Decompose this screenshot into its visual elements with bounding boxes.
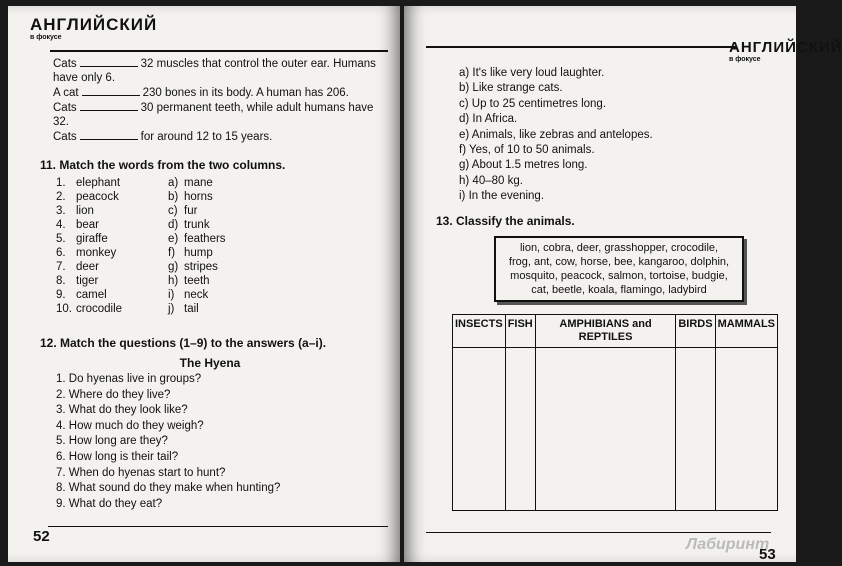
fill-lead: 32. bbox=[53, 116, 69, 128]
exercise-12-title: 12. Match the questions (1–9) to the answers (a–i). bbox=[40, 336, 327, 350]
match-row bbox=[56, 204, 356, 218]
answer-item: b) Like strange cats. bbox=[459, 82, 563, 95]
item-word: teeth bbox=[184, 275, 210, 287]
header-rule bbox=[50, 50, 388, 52]
match-left-item bbox=[56, 176, 168, 190]
answer-blank bbox=[80, 100, 138, 111]
answer-item: d) In Africa. bbox=[459, 113, 518, 126]
item-number: 8. bbox=[56, 275, 66, 287]
match-left-item bbox=[56, 204, 168, 218]
match-left-item bbox=[56, 232, 168, 246]
column-cell bbox=[715, 348, 777, 511]
exercise-12-subtitle: The Hyena bbox=[179, 356, 241, 370]
publisher-logo bbox=[30, 16, 157, 41]
item-word: tiger bbox=[76, 275, 99, 287]
question-item: 1. Do hyenas live in groups? bbox=[56, 373, 202, 385]
fill-rest: for around 12 to 15 years. bbox=[140, 131, 273, 143]
match-right-item bbox=[168, 204, 197, 218]
item-letter: a) bbox=[168, 177, 179, 189]
column-header: FISH bbox=[505, 315, 535, 348]
animal-word-box bbox=[494, 236, 744, 302]
logo-subtitle: в фокусе bbox=[30, 34, 62, 41]
answer-item: a) It's like very loud laughter. bbox=[459, 67, 605, 79]
question-item: 6. How long is their tail? bbox=[56, 450, 179, 463]
question-item: 9. What do they eat? bbox=[56, 497, 163, 510]
item-letter: e) bbox=[168, 233, 179, 245]
fill-line bbox=[53, 85, 393, 100]
fill-line bbox=[53, 71, 393, 85]
item-word: horns bbox=[184, 191, 213, 203]
item-number: 3. bbox=[56, 205, 66, 217]
question-item: 7. When do hyenas start to hunt? bbox=[56, 466, 226, 479]
match-right-item bbox=[168, 288, 208, 302]
match-row bbox=[56, 190, 356, 204]
answer-item: f) Yes, of 10 to 50 animals. bbox=[459, 144, 595, 157]
item-word: mane bbox=[184, 177, 213, 189]
item-letter: h) bbox=[168, 275, 179, 287]
fill-lead: A cat bbox=[53, 87, 79, 99]
item-letter: c) bbox=[168, 205, 178, 217]
item-number: 6. bbox=[56, 247, 66, 259]
column-header: INSECTS bbox=[453, 315, 506, 348]
item-word: peacock bbox=[76, 191, 119, 203]
item-word: crocodile bbox=[76, 303, 123, 315]
column-cell bbox=[505, 348, 535, 511]
answer-item: i) In the evening. bbox=[459, 190, 545, 203]
column-header: BIRDS bbox=[676, 315, 715, 348]
match-left-item bbox=[56, 260, 168, 274]
match-right-item bbox=[168, 190, 213, 204]
column-header: AMPHIBIANS and REPTILES bbox=[535, 315, 676, 348]
question-item: 3. What do they look like? bbox=[56, 404, 188, 417]
left-page bbox=[8, 6, 400, 562]
item-number: 9. bbox=[56, 289, 66, 301]
answer-blank bbox=[80, 56, 138, 67]
fill-line bbox=[53, 100, 393, 115]
item-letter: b) bbox=[168, 191, 179, 203]
item-letter: d) bbox=[168, 219, 179, 231]
item-word: stripes bbox=[184, 261, 218, 273]
match-row bbox=[56, 176, 356, 190]
match-left-item bbox=[56, 288, 168, 302]
question-item: 2. Where do they live? bbox=[56, 388, 171, 401]
column-cell bbox=[453, 348, 506, 511]
classify-table bbox=[452, 314, 778, 511]
publisher-logo-right bbox=[729, 40, 842, 63]
question-item: 5. How long are they? bbox=[56, 435, 168, 448]
fill-lead: Cats bbox=[53, 102, 77, 114]
match-right-item bbox=[168, 176, 213, 190]
match-left-item bbox=[56, 274, 168, 288]
column-header: MAMMALS bbox=[715, 315, 777, 348]
item-word: giraffe bbox=[76, 233, 108, 245]
answer-item: g) About 1.5 metres long. bbox=[459, 159, 588, 172]
item-letter: f) bbox=[168, 247, 176, 259]
item-word: hump bbox=[184, 247, 213, 259]
match-right-item bbox=[168, 302, 199, 316]
answer-item: c) Up to 25 centimetres long. bbox=[459, 97, 607, 110]
match-row bbox=[56, 246, 356, 260]
item-word: tail bbox=[184, 303, 199, 315]
item-word: fur bbox=[184, 205, 198, 217]
match-row bbox=[56, 232, 356, 246]
match-left-item bbox=[56, 302, 168, 316]
item-number: 5. bbox=[56, 233, 66, 245]
exercise-12-questions bbox=[56, 372, 376, 512]
item-word: neck bbox=[184, 289, 209, 301]
match-left-item bbox=[56, 190, 168, 204]
fill-line bbox=[53, 115, 393, 129]
answer-item: e) Animals, like zebras and antelopes. bbox=[459, 128, 653, 141]
match-row bbox=[56, 274, 356, 288]
item-word: deer bbox=[76, 261, 100, 273]
match-left-item bbox=[56, 218, 168, 232]
footer-rule-right bbox=[426, 532, 771, 533]
fill-lead: Cats bbox=[53, 131, 77, 143]
question-item: 8. What sound do they make when hunting? bbox=[56, 482, 281, 495]
item-word: lion bbox=[76, 205, 94, 217]
answer-blank bbox=[82, 85, 140, 96]
match-right-item bbox=[168, 232, 226, 246]
animal-line: cat, beetle, koala, flamingo, ladybird bbox=[531, 284, 707, 296]
fill-lead: have only 6. bbox=[53, 72, 116, 84]
right-page bbox=[404, 6, 842, 563]
match-right-item bbox=[168, 218, 210, 232]
watermark: Лабиринт bbox=[686, 536, 770, 553]
match-right-item bbox=[168, 274, 210, 288]
item-number: 1. bbox=[56, 177, 66, 189]
footer-rule bbox=[48, 526, 388, 527]
answer-item: h) 40–80 kg. bbox=[459, 174, 523, 187]
hyena-answers bbox=[459, 66, 779, 205]
item-word: trunk bbox=[184, 219, 210, 231]
item-word: camel bbox=[76, 289, 107, 301]
fill-rest: 230 bones in its body. A human has 206. bbox=[142, 87, 349, 99]
fill-in-sentences bbox=[53, 56, 393, 144]
fill-rest: 30 permanent teeth, while adult humans have bbox=[140, 102, 374, 114]
column-cell bbox=[535, 348, 676, 511]
match-right-item bbox=[168, 246, 213, 260]
item-number: 2. bbox=[56, 191, 66, 203]
item-word: elephant bbox=[76, 177, 121, 189]
animal-line: lion, cobra, deer, grasshopper, crocodile, bbox=[519, 242, 719, 254]
match-row bbox=[56, 218, 356, 232]
question-item: 4. How much do they weigh? bbox=[56, 419, 204, 432]
exercise-13-title: 13. Classify the animals. bbox=[436, 214, 575, 228]
logo-title-right: АНГЛИЙСКИЙ bbox=[729, 39, 842, 56]
animal-line: frog, ant, cow, horse, bee, kangaroo, dolphin, bbox=[508, 256, 730, 268]
match-left-item bbox=[56, 246, 168, 260]
column-cell bbox=[676, 348, 715, 511]
animal-line: mosquito, peacock, salmon, tortoise, budgie, bbox=[510, 270, 728, 282]
item-letter: j) bbox=[168, 303, 175, 315]
item-letter: i) bbox=[168, 289, 175, 301]
exercise-11-title: 11. Match the words from the two columns. bbox=[40, 158, 286, 172]
match-row bbox=[56, 302, 356, 316]
item-word: monkey bbox=[76, 247, 117, 259]
header-rule-right bbox=[426, 46, 736, 48]
exercise-11-columns bbox=[56, 176, 356, 316]
fill-line bbox=[53, 129, 393, 144]
answer-blank bbox=[80, 129, 138, 140]
item-word: feathers bbox=[184, 233, 226, 245]
item-number: 7. bbox=[56, 261, 66, 273]
fill-line bbox=[53, 56, 393, 71]
item-number: 4. bbox=[56, 219, 66, 231]
match-row bbox=[56, 288, 356, 302]
item-letter: g) bbox=[168, 261, 179, 273]
page-number-right: 53 bbox=[759, 546, 776, 563]
item-word: bear bbox=[76, 219, 100, 231]
logo-title: АНГЛИЙСКИЙ bbox=[30, 15, 158, 34]
logo-subtitle-right: в фокусе bbox=[729, 56, 761, 63]
page-number-left: 52 bbox=[33, 528, 50, 545]
match-row bbox=[56, 260, 356, 274]
fill-lead: Cats bbox=[53, 58, 77, 70]
item-number: 10. bbox=[56, 303, 72, 315]
match-right-item bbox=[168, 260, 218, 274]
fill-rest: 32 muscles that control the outer ear. Humans bbox=[140, 58, 376, 70]
